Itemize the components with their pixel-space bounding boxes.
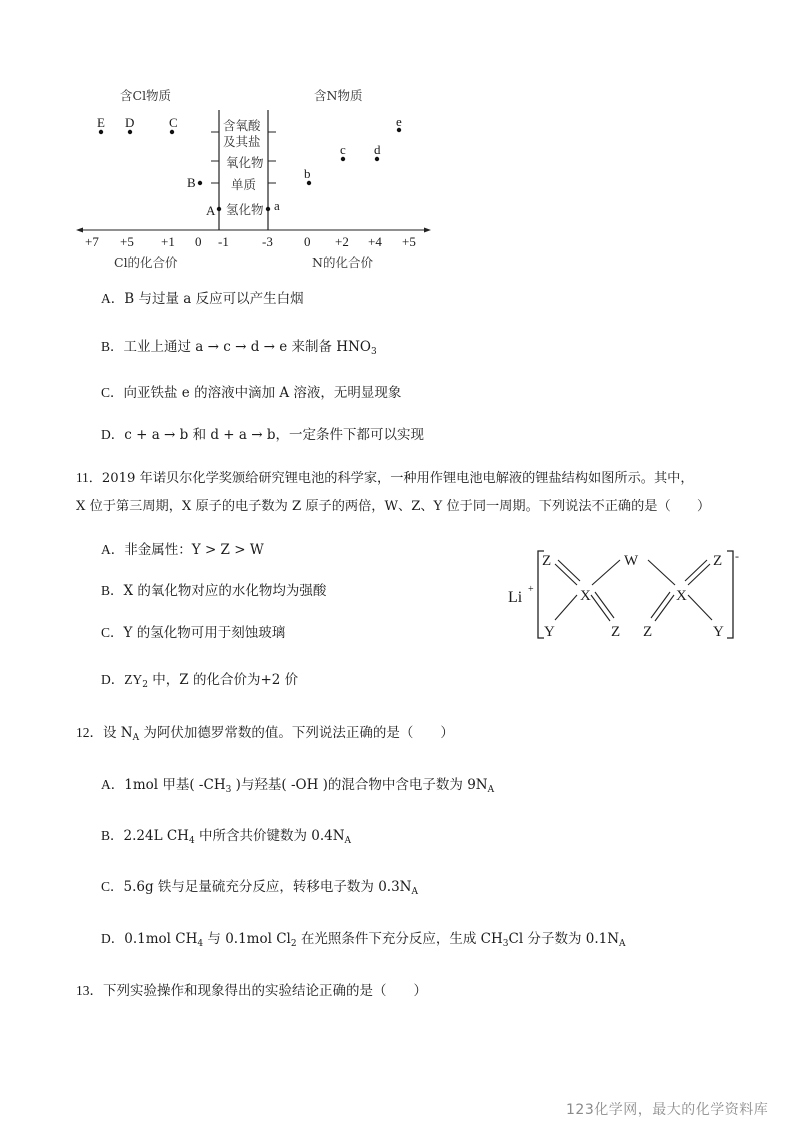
atom-y: Y	[544, 624, 555, 640]
option-text: Cl 分子数为 0.1N	[508, 931, 620, 947]
tick-label: +1	[161, 234, 175, 249]
q11-option-d	[101, 671, 298, 689]
question-number: 13．	[76, 983, 103, 998]
atom-y: Y	[713, 624, 724, 640]
option-label: B．	[101, 828, 124, 843]
option-text: 5.6g 铁与足量硫充分反应，转移电子数为 0.3N	[123, 879, 412, 895]
option-label: B．	[101, 339, 124, 354]
option-label: B．	[101, 583, 124, 598]
point-label-A: A	[206, 203, 216, 218]
q11-stem-line2: X 位于第三周期，X 原子的电子数为 Z 原子的两倍，W、Z、Y 位于同一周期。下列说法不正确的是（ ）	[76, 499, 711, 514]
option-text: B 与过量 a 反应可以产生白烟	[124, 291, 304, 307]
q11-option-a	[101, 541, 264, 559]
tick-label: +5	[402, 234, 416, 249]
category-element: 单质	[231, 177, 257, 192]
option-text: X 的氧化物对应的水化物均为强酸	[123, 583, 327, 599]
question-number: 12．	[76, 725, 103, 740]
point-c	[341, 157, 345, 161]
option-text: 与 0.1mol Cl	[203, 931, 291, 947]
atom-z: Z	[713, 553, 723, 569]
option-label: A．	[101, 777, 125, 792]
lithium-salt-structure	[500, 540, 750, 650]
category-hydride: 氢化物	[226, 202, 264, 217]
point-label-e: e	[396, 114, 402, 129]
point-E	[99, 130, 103, 134]
tick-label: +4	[368, 234, 382, 249]
point-label-D: D	[125, 115, 135, 130]
option-text: Y 的氢化物可用于刻蚀玻璃	[123, 625, 286, 641]
question-text: 设 N	[103, 725, 133, 741]
option-text: 2.24L CH	[123, 828, 189, 844]
q12-option-b	[101, 827, 351, 845]
option-text: 向亚铁盐 e 的溶液中滴加 A 溶液，无明显现象	[123, 385, 402, 401]
point-label-b: b	[304, 166, 311, 181]
option-text: 0.1mol CH	[124, 931, 198, 947]
point-B	[198, 181, 202, 185]
q10-option-c	[101, 384, 401, 402]
option-text: c + a → b 和 d + a → b，一定条件下都可以实现	[124, 427, 424, 443]
left-axis-label: Cl的化合价	[114, 255, 178, 270]
q12-option-c	[101, 878, 418, 896]
subscript: A	[344, 836, 352, 846]
option-text: 工业上通过 a → c → d → e 来制备 HNO	[123, 339, 371, 355]
subscript: A	[487, 785, 495, 795]
point-C	[170, 130, 174, 134]
option-label: A．	[101, 291, 125, 306]
option-label: D．	[101, 427, 125, 442]
option-text: 1mol 甲基( -CH	[124, 777, 226, 793]
option-text: 在光照条件下充分反应，生成 CH	[296, 931, 503, 947]
category-salt: 及其盐	[223, 134, 261, 149]
subscript: A	[411, 887, 418, 897]
tick-label: +5	[120, 234, 134, 249]
subscript: 3	[502, 939, 509, 949]
option-label: C．	[101, 625, 124, 640]
q10-option-d	[101, 426, 424, 444]
q10-option-b	[101, 338, 377, 356]
question-text: 下列实验操作和现象得出的实验结论正确的是（ ）	[103, 983, 427, 999]
bonds	[555, 560, 712, 621]
valence-diagram	[0, 0, 460, 280]
subscript: 3	[370, 347, 377, 357]
tick-label: 0	[195, 234, 202, 249]
point-label-c: c	[340, 142, 346, 157]
option-formula: ZY	[124, 672, 143, 687]
tick-label: +2	[335, 234, 349, 249]
question-text: 为阿伏加德罗常数的值。下列说法正确的是（ ）	[139, 725, 454, 741]
tick-label: -3	[262, 234, 273, 249]
q10-option-a	[101, 290, 304, 308]
question-number: 11．	[76, 470, 102, 485]
point-label-B: B	[187, 175, 196, 190]
axis-arrow-left	[76, 228, 83, 233]
option-text: 非金属性：Y > Z > W	[124, 542, 264, 558]
atom-w: W	[624, 553, 639, 569]
subscript: 2	[290, 939, 297, 949]
tick-label: -1	[218, 234, 229, 249]
tick-label: 0	[304, 234, 311, 249]
option-text: )与羟基( -OH )的混合物中含电子数为 9N	[231, 777, 488, 793]
right-title: 含N物质	[314, 88, 363, 103]
atom-z: Z	[643, 624, 653, 640]
category-oxyacid: 含氧酸	[223, 118, 261, 133]
q12-stem	[76, 724, 454, 742]
option-label: C．	[101, 385, 124, 400]
q12-option-a	[101, 776, 494, 794]
option-label: D．	[101, 672, 125, 687]
subscript: A	[619, 939, 626, 949]
q11-option-c	[101, 624, 285, 642]
q11-option-b	[101, 582, 326, 600]
question-text: 2019 年诺贝尔化学奖颁给研究锂电池的科学家，一种用作锂电池电解液的锂盐结构如图所示。其中，	[101, 471, 694, 486]
point-d	[375, 157, 379, 161]
subscript: 4	[197, 939, 204, 949]
subscript: 2	[142, 680, 148, 690]
point-b	[307, 181, 311, 185]
category-oxide: 氧化物	[226, 155, 264, 170]
left-title: 含Cl物质	[120, 88, 172, 103]
point-a	[266, 207, 270, 211]
point-label-a: a	[274, 198, 280, 213]
option-label: D．	[101, 931, 125, 946]
point-label-C: C	[169, 115, 178, 130]
cation-charge: +	[528, 584, 534, 595]
point-D	[128, 130, 132, 134]
option-label: A．	[101, 542, 125, 557]
axis-arrow-right	[424, 228, 431, 233]
right-axis-label: N的化合价	[312, 255, 373, 270]
anion-charge: -	[735, 549, 739, 563]
subscript: A	[132, 733, 140, 743]
q13-stem	[76, 982, 427, 1000]
point-label-d: d	[374, 142, 381, 157]
q12-option-d	[101, 930, 626, 948]
q11-stem-line1	[76, 469, 694, 488]
atom-x: X	[580, 588, 591, 604]
option-label: C．	[101, 879, 124, 894]
subscript: 3	[225, 785, 232, 795]
point-label-E: E	[97, 115, 105, 130]
subscript: 4	[188, 836, 195, 846]
atom-z: Z	[611, 624, 621, 640]
point-A	[217, 207, 221, 211]
right-bracket	[727, 551, 733, 638]
option-text: 中，Z 的化合价为+2 价	[147, 672, 299, 688]
atom-x: X	[676, 588, 687, 604]
option-text: 中所含共价键数为 0.4N	[194, 828, 345, 844]
footer-watermark: 123化学网，最大的化学资料库	[566, 1102, 769, 1118]
cation-li: Li	[508, 589, 523, 606]
atom-z: Z	[542, 553, 552, 569]
tick-label: +7	[85, 234, 99, 249]
